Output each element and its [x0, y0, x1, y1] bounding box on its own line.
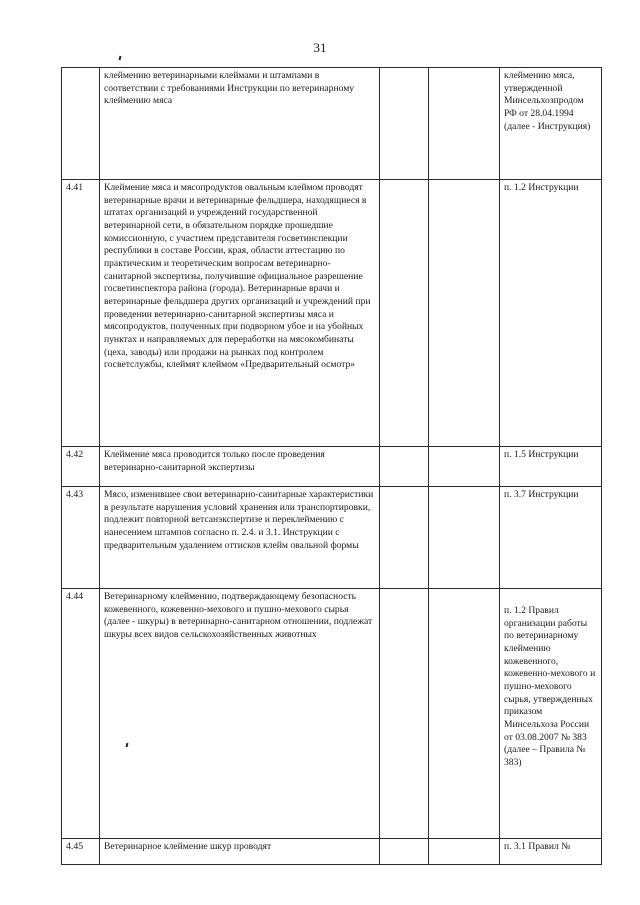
legal-reference: п. 1.5 Инструкции: [500, 447, 602, 487]
empty-cell: [429, 68, 500, 180]
page-number: 31: [313, 40, 327, 55]
legal-reference: п. 1.2 Инструкции: [500, 180, 602, 447]
item-number: 4.42: [62, 447, 100, 487]
empty-cell: [429, 487, 500, 589]
empty-cell: [380, 487, 429, 589]
requirement-text: Мясо, изменившее свои ветеринарно-санитарные характеристики в результате нарушения условий хранения или транспортировки, подлежит повторной ветсанэкспертизе и переклеймению с нанесением штампов согласно п. 2.4. и 3.1. Инструкции с предварительным удалением оттисков клейм овальной формы: [100, 487, 380, 589]
item-number: 4.41: [62, 180, 100, 447]
empty-cell: [429, 180, 500, 447]
empty-cell: [429, 839, 500, 865]
requirement-text: клеймению ветеринарными клеймами и штампами в соответствии с требованиями Инструкции по ветеринарному клеймению мяса: [100, 68, 380, 180]
inspection-table: [61, 67, 602, 865]
empty-cell: [380, 447, 429, 487]
legal-reference: п. 1.2 Правил организации работы по ветеринарному клеймению кожевенного, кожевенно-мехового и пушно-мехового сырья, утвержденных приказом Минсельхоза России от 03.08.2007 № 383 (далее – Правила № 383): [500, 589, 602, 839]
item-number: [62, 68, 100, 180]
empty-cell: [429, 447, 500, 487]
item-number: 4.45: [62, 839, 100, 865]
legal-reference: клеймению мяса, утвержденной Минсельхозпродом РФ от 28.04.1994 (далее - Инструкция): [500, 68, 602, 180]
legal-reference: п. 3.7 Инструкции: [500, 487, 602, 589]
requirement-text: Ветеринарному клеймению, подтверждающему безопасность кожевенного, кожевенно-мехового и пушно-мехового сырья (далее - шкуры) в ветеринарно-санитарном отношении, подлежат шкуры всех видов сельскохозяйственных животных: [100, 589, 380, 839]
table-row: [62, 487, 602, 589]
scan-speck: [119, 56, 122, 60]
requirement-text: Ветеринарное клеймение шкур проводят: [100, 839, 380, 865]
empty-cell: [380, 68, 429, 180]
legal-reference: п. 3.1 Правил №: [500, 839, 602, 865]
empty-cell: [429, 589, 500, 839]
table-row: [62, 839, 602, 865]
table-row: [62, 68, 602, 180]
requirement-text: Клеймение мяса проводится только после проведения ветеринарно-санитарной экспертизы: [100, 447, 380, 487]
table-row: [62, 447, 602, 487]
table-row: [62, 180, 602, 447]
requirement-text: Клеймение мяса и мясопродуктов овальным клеймом проводят ветеринарные врачи и ветеринарные фельдшера, находящиеся в штатах организаций и учреждений государственной ветеринарной сети, в обязательном порядке прошедшие комиссионную, с участием представителя госветинспекции республики в составе России, края, области аттестацию по практическим и теоретическим вопросам ветеринарно-санитарной экспертизы, получившие официальное разрешение госветинспектора района (города). Ветеринарные врачи и ветеринарные фельдшера других организаций и учреждений при проведении ветеринарно-санитарной экспертизы мяса и мясопродуктов, полученных при подворном убое и на убойных пунктах и направляемых для переработки на мясокомбинаты (цеха, заводы) или продажи на рынках под контролем госветслужбы, клеймят клеймом «Предварительный осмотр»: [100, 180, 380, 447]
table-row: [62, 589, 602, 839]
item-number: 4.43: [62, 487, 100, 589]
empty-cell: [380, 839, 429, 865]
empty-cell: [380, 589, 429, 839]
empty-cell: [380, 180, 429, 447]
item-number: 4.44: [62, 589, 100, 839]
